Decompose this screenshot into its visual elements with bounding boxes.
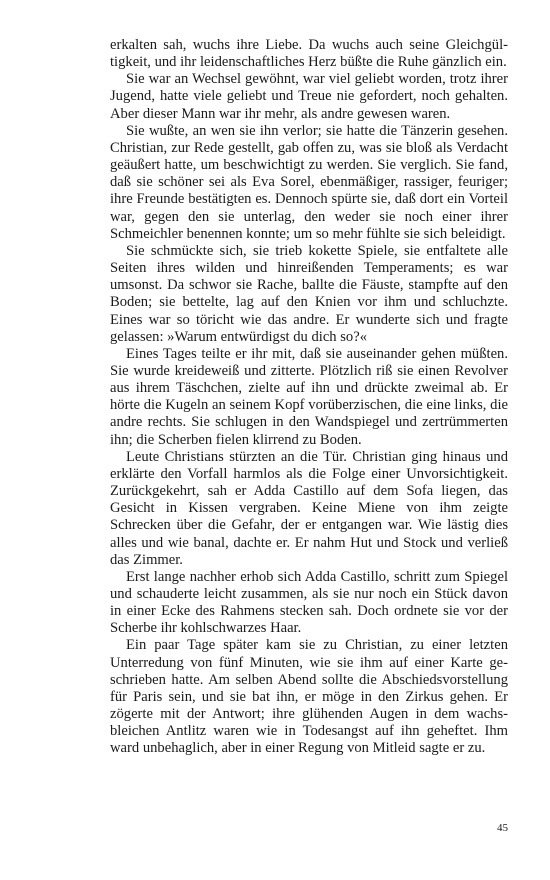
paragraph-3: Sie wußte, an wen sie ihn verlor; sie hatte die Tänzerin gesehen. Christian, zur Rede gestellt, gab offen zu, was sie bloß als Verdacht geäußert hatte, um beschwichtigt zu werden. Sie verglich. Sie fand, daß sie schöner sei als Eva Sorel, ebenmäßiger, rassiger, feuriger; ihre Freunde bestätigten es. Dennoch spürte sie, daß dort ein Vorteil war, gegen den sie unterlag, den weder sie noch einer ihrer Schmeichler benennen konnte; um so mehr fühlte sie sich beleidigt. — [110, 122, 508, 242]
paragraph-7: Erst lange nachher erhob sich Adda Castillo, schritt zum Spiegel und schauderte leicht zusammen, als sie nur noch ein Stück davon in einer Ecke des Rahmens stecken sah. Doch ordnete sie vor der Scherbe ihr kohlschwarzes Haar. — [110, 568, 508, 637]
paragraph-1: erkalten sah, wuchs ihre Liebe. Da wuchs auch seine Gleichgültigkeit, und ihr leidenschaftliches Herz büßte die Ruhe gänzlich ein. — [110, 37, 508, 71]
paragraph-6: Leute Christians stürzten an die Tür. Christian ging hinaus und erklärte den Vorfall harmlos als die Folge einer Unvorsichtigkeit. Zurückgekehrt, sah er Adda Castillo auf dem Sofa liegen, das Gesicht in Kissen vergraben. Keine Miene von ihm zeigte Schrecken über die Gefahr, der er entgangen war. Wie lästig dies alles und wie banal, dachte er. Er nahm Hut und Stock und verließ das Zimmer. — [110, 448, 508, 568]
paragraph-4: Sie schmückte sich, sie trieb kokette Spiele, sie entfaltete alle Seiten ihres wilden und hinreißenden Temperaments; es war umsonst. Da schwor sie Rache, ballte die Fäuste, stampfte auf den Boden; sie bettelte, lag auf den Knien vor ihm und schluchzte. Eines war so töricht wie das andre. Er wunderte sich und fragte gelassen: »Warum entwürdigst du dich so?« — [110, 242, 508, 345]
page-number: 45 — [497, 822, 508, 834]
paragraph-8: Ein paar Tage später kam sie zu Christian, zu einer letzten Unterredung von fünf Minuten, wie sie ihm auf einer Karte geschrieben hatte. Am selben Abend sollte die Abschiedsvorstellung für Paris sein, und sie bat ihn, er möge in den Zirkus gehen. Er zögerte mit der Antwort; ihre glühenden Augen in dem wachsbleichen Antlitz waren wie in Todesangst auf ihn geheftet. Ihm ward unbehaglich, aber in einer Regung von Mitleid sagte er zu. — [110, 637, 508, 757]
paragraph-5: Eines Tages teilte er ihr mit, daß sie auseinander gehen müßten. Sie wurde kreideweiß und zitterte. Plötzlich riß sie einen Revolver aus ihrem Täschchen, zielte auf ihn und drückte zweimal ab. Er hörte die Kugeln an seinem Kopf vorüberzischen, die eine links, die andre rechts. Sie schlugen in den Wandspiegel und zertrümmerten ihn; die Scherben fielen klirrend zu Boden. — [110, 345, 508, 448]
page-body-text — [110, 37, 508, 758]
paragraph-2: Sie war an Wechsel gewöhnt, war viel geliebt worden, trotz ihrer Jugend, hatte viele geliebt und Treue nie gefordert, noch gehalten. Aber dieser Mann war ihr mehr, als andre gewesen waren. — [110, 71, 508, 122]
